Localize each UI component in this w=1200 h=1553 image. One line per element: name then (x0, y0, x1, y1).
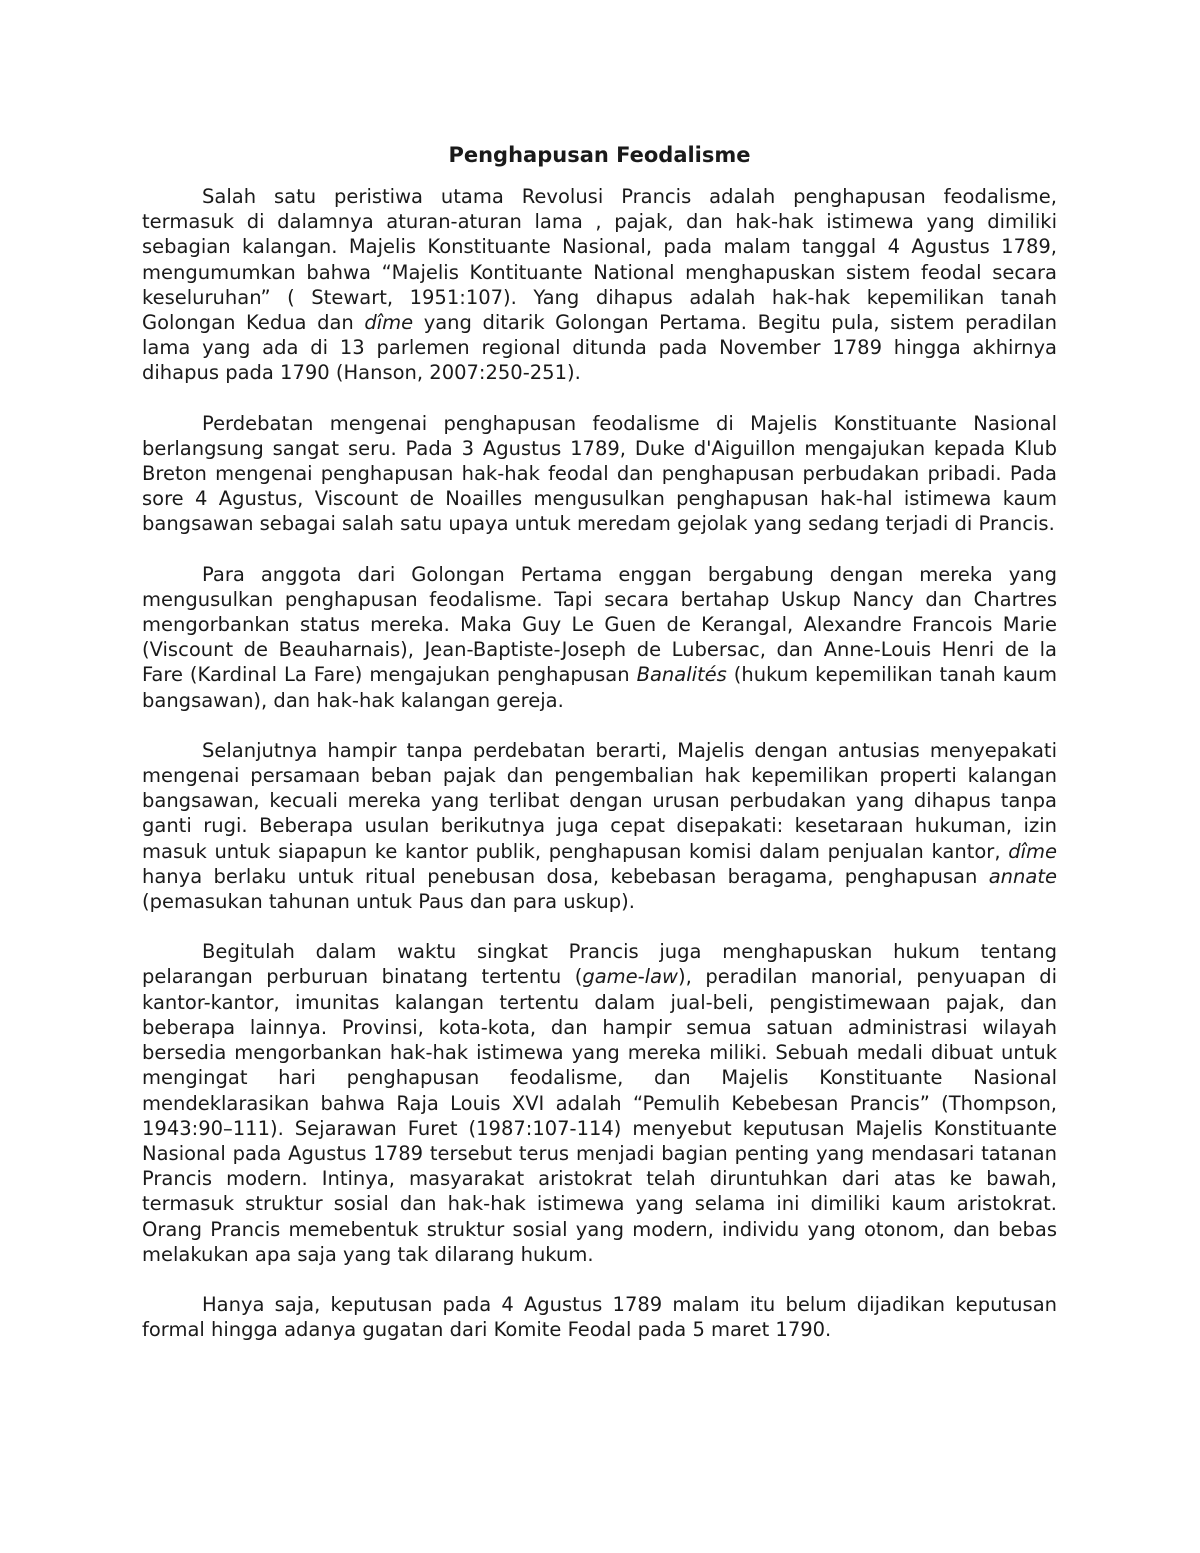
paragraph-text: Salah satu peristiwa utama Revolusi Prancis adalah penghapusan feodalisme, termasuk di dalamnya aturan-aturan lama , pajak, dan hak-hak istimewa yang dimiliki sebagian kalangan. Majelis Konstituante Nasional, pada malam tanggal 4 Agustus 1789, mengumumkan bahwa “Majelis Kontituante National menghapuskan sistem feodal secara keseluruhan” ( Stewart, 1951:107). Yang dihapus adalah hak-hak kepemilikan tanah Golongan Kedua dan (142, 185, 1057, 335)
italic-term: annate (988, 864, 1057, 888)
paragraph-text: (hukum kepemilikan tanah kaum bangsawan), dan hak-hak kalangan gereja. (142, 663, 1057, 712)
paragraph-text: ), peradilan manorial, penyuapan di kantor-kantor, imunitas kalangan tertentu dalam jual-beli, pengistimewaan pajak, dan beberapa lainnya. Provinsi, kota-kota, dan hampir semua satuan administrasi wilayah bersedia mengorbankan hak-hak istimewa yang mereka miliki. Sebuah medali dibuat untuk mengingat hari penghapusan feodalisme, dan Majelis Konstituante Nasional mendeklarasikan bahwa Raja Louis XVI adalah “Pemulih Kebebesan Prancis” (Thompson, 1943:90–111). Sejarawan Furet (1987:107-114) menyebut keputusan Majelis Konstituante Nasional pada Agustus 1789 tersebut terus menjadi bagian penting yang mendasari tatanan Prancis modern. Intinya, masyarakat aristokrat telah diruntuhkan dari atas ke bawah, termasuk struktur sosial dan hak-hak istimewa yang selama ini dimiliki kaum aristokrat. Orang Prancis memebentuk struktur sosial yang modern, individu yang otonom, dan bebas melakukan apa saja yang tak dilarang hukum. (142, 965, 1058, 1266)
paragraph (142, 562, 1057, 713)
paragraph-text: Begitulah dalam waktu singkat Prancis juga menghapuskan hukum tentang pelarangan perburuan binatang tertentu ( (142, 940, 1057, 989)
italic-term: game-law (582, 965, 678, 989)
paragraph (142, 1292, 1057, 1342)
paragraph-text: yang ditarik Golongan Pertama. Begitu pula, sistem peradilan lama yang ada di 13 parlemen regional ditunda pada November 1789 hingga akhirnya dihapus pada 1790 (Hanson, 2007:250-251). (142, 311, 1057, 385)
paragraph-text: (pemasukan tahunan untuk Paus dan para uskup). (142, 890, 635, 914)
paragraph-list (142, 184, 1057, 1342)
paragraph-text: Selanjutnya hampir tanpa perdebatan berarti, Majelis dengan antusias menyepakati mengenai persamaan beban pajak dan pengembalian hak kepemilikan properti kalangan bangsawan, kecuali mereka yang terlibat dengan urusan perbudakan yang dihapus tanpa ganti rugi. Beberapa usulan berikutnya juga cepat disepakati: kesetaraan hukuman, izin masuk untuk siapapun ke kantor publik, penghapusan komisi dalam penjualan kantor, (142, 738, 1057, 863)
paragraph-text: hanya berlaku untuk ritual penebusan dosa, kebebasan beragama, penghapusan (142, 864, 989, 888)
paragraph (142, 939, 1057, 1267)
paragraph (142, 411, 1057, 537)
document-body (142, 140, 1057, 1367)
paragraph-text: Perdebatan mengenai penghapusan feodalisme di Majelis Konstituante Nasional berlangsung sangat seru. Pada 3 Agustus 1789, Duke d'Aiguillon mengajukan kepada Klub Breton mengenai penghapusan hak-hak feodal dan penghapusan perbudakan pribadi. Pada sore 4 Agustus, Viscount de Noailles mengusulkan penghapusan hak-hal istimewa kaum bangsawan sebagai salah satu upaya untuk meredam gejolak yang sedang terjadi di Prancis. (142, 411, 1057, 536)
italic-term: dîme (364, 311, 414, 335)
paragraph (142, 738, 1057, 914)
italic-term: Banalités (636, 663, 727, 687)
italic-term: dîme (1008, 839, 1057, 863)
document-title: Penghapusan Feodalisme (448, 143, 751, 167)
paragraph (142, 184, 1057, 386)
paragraph-text: Para anggota dari Golongan Pertama enggan bergabung dengan mereka yang mengusulkan penghapusan feodalisme. Tapi secara bertahap Uskup Nancy dan Chartres mengorbankan status mereka. Maka Guy Le Guen de Kerangal, Alexandre Francois Marie (Viscount de Beauharnais), Jean-Baptiste-Joseph de Lubersac, dan Anne-Louis Henri de la Fare (Kardinal La Fare) mengajukan penghapusan (142, 562, 1057, 687)
paragraph-text: Hanya saja, keputusan pada 4 Agustus 1789 malam itu belum dijadikan keputusan formal hingga adanya gugatan dari Komite Feodal pada 5 maret 1790. (142, 1292, 1057, 1342)
